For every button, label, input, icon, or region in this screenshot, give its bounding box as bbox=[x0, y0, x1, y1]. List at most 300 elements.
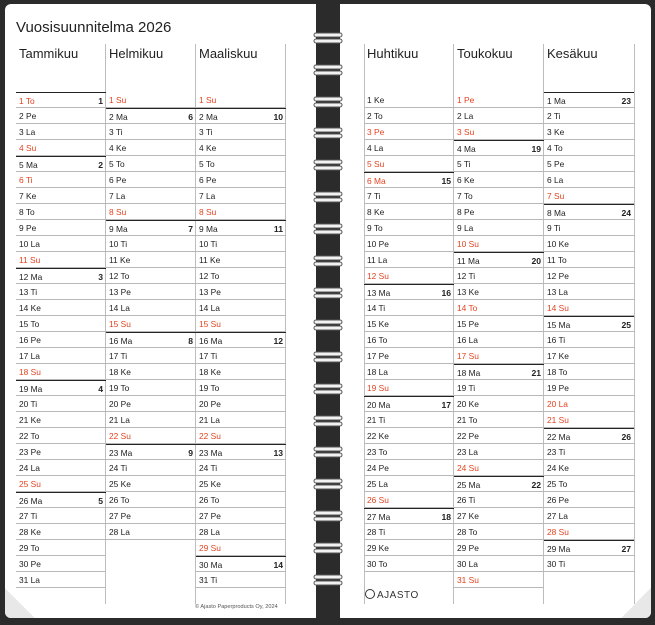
day-label: 2 Ma bbox=[109, 112, 128, 122]
day-row[interactable] bbox=[364, 492, 454, 508]
day-row[interactable] bbox=[544, 524, 634, 540]
day-row[interactable] bbox=[454, 284, 544, 300]
week-number: 5 bbox=[98, 496, 103, 506]
day-label: 13 Pe bbox=[199, 287, 221, 297]
day-row[interactable] bbox=[16, 460, 106, 476]
day-row[interactable] bbox=[454, 156, 544, 172]
day-row[interactable] bbox=[454, 540, 544, 556]
spiral-ring bbox=[313, 287, 343, 299]
day-row[interactable] bbox=[544, 492, 634, 508]
day-row[interactable] bbox=[196, 460, 286, 476]
week-number: 7 bbox=[188, 224, 193, 234]
day-label: 4 Ma bbox=[457, 144, 476, 154]
day-row[interactable] bbox=[364, 364, 454, 380]
day-row[interactable] bbox=[364, 428, 454, 444]
day-label: 9 La bbox=[457, 223, 474, 233]
day-row[interactable] bbox=[364, 444, 454, 460]
day-row[interactable] bbox=[16, 332, 106, 348]
day-label: 7 Ke bbox=[19, 191, 37, 201]
day-row[interactable] bbox=[106, 316, 196, 332]
ajasto-logo-icon bbox=[365, 589, 375, 599]
day-row[interactable] bbox=[544, 396, 634, 412]
day-row[interactable] bbox=[364, 252, 454, 268]
day-label: 13 Pe bbox=[109, 287, 131, 297]
week-number: 14 bbox=[273, 560, 283, 570]
day-label: 8 To bbox=[19, 207, 35, 217]
day-label: 18 To bbox=[547, 367, 568, 377]
day-label: 27 Ke bbox=[457, 511, 479, 521]
day-row[interactable] bbox=[196, 332, 286, 348]
day-row[interactable] bbox=[106, 156, 196, 172]
day-row[interactable] bbox=[364, 108, 454, 124]
day-row[interactable] bbox=[106, 524, 196, 540]
day-label: 8 Ma bbox=[547, 208, 566, 218]
day-row[interactable] bbox=[106, 204, 196, 220]
day-label: 4 La bbox=[367, 143, 384, 153]
day-row[interactable] bbox=[196, 124, 286, 140]
week-number: 27 bbox=[621, 544, 631, 554]
day-row[interactable] bbox=[196, 284, 286, 300]
day-row[interactable] bbox=[544, 348, 634, 364]
day-row[interactable] bbox=[454, 332, 544, 348]
day-row[interactable] bbox=[454, 460, 544, 476]
day-row[interactable] bbox=[16, 444, 106, 460]
day-row[interactable] bbox=[454, 108, 544, 124]
day-row[interactable] bbox=[544, 252, 634, 268]
day-row[interactable] bbox=[106, 428, 196, 444]
day-label: 5 Su bbox=[367, 159, 385, 169]
day-row[interactable] bbox=[454, 524, 544, 540]
day-label: 26 Ma bbox=[19, 496, 43, 506]
day-row[interactable] bbox=[544, 268, 634, 284]
day-row[interactable] bbox=[196, 556, 286, 572]
day-row[interactable] bbox=[106, 396, 196, 412]
day-row[interactable] bbox=[196, 140, 286, 156]
spiral-ring bbox=[313, 159, 343, 171]
day-row[interactable] bbox=[196, 252, 286, 268]
day-row[interactable] bbox=[364, 124, 454, 140]
day-row[interactable] bbox=[454, 316, 544, 332]
day-label: 10 Ti bbox=[199, 239, 218, 249]
spiral-ring bbox=[313, 127, 343, 139]
day-label: 12 Ma bbox=[19, 272, 43, 282]
day-label: 28 To bbox=[457, 527, 478, 537]
day-row[interactable] bbox=[454, 124, 544, 140]
day-label: 29 To bbox=[19, 543, 40, 553]
day-row[interactable] bbox=[196, 572, 286, 588]
day-row[interactable] bbox=[106, 252, 196, 268]
day-label: 14 To bbox=[457, 303, 478, 313]
day-row[interactable] bbox=[106, 364, 196, 380]
day-row[interactable] bbox=[544, 476, 634, 492]
week-number: 21 bbox=[531, 368, 541, 378]
week-number: 8 bbox=[188, 336, 193, 346]
day-label: 23 To bbox=[367, 447, 388, 457]
day-row[interactable] bbox=[196, 268, 286, 284]
day-row[interactable] bbox=[544, 364, 634, 380]
day-row[interactable] bbox=[454, 556, 544, 572]
day-row[interactable] bbox=[106, 220, 196, 236]
day-row[interactable] bbox=[16, 284, 106, 300]
day-label: 26 To bbox=[199, 495, 220, 505]
day-row[interactable] bbox=[16, 428, 106, 444]
day-row[interactable] bbox=[544, 300, 634, 316]
day-row[interactable] bbox=[364, 220, 454, 236]
month-name: Toukokuu bbox=[457, 46, 513, 61]
day-label: 6 La bbox=[547, 175, 564, 185]
day-row[interactable] bbox=[16, 556, 106, 572]
day-row[interactable] bbox=[16, 156, 106, 172]
week-number: 3 bbox=[98, 272, 103, 282]
day-row[interactable] bbox=[196, 508, 286, 524]
day-label: 10 Su bbox=[457, 239, 479, 249]
day-row[interactable] bbox=[196, 380, 286, 396]
day-row[interactable] bbox=[364, 348, 454, 364]
day-label: 24 Pe bbox=[367, 463, 389, 473]
day-label: 10 Ke bbox=[547, 239, 569, 249]
day-label: 25 La bbox=[367, 479, 388, 489]
week-number: 15 bbox=[441, 176, 451, 186]
day-row[interactable] bbox=[196, 412, 286, 428]
day-row[interactable] bbox=[364, 156, 454, 172]
day-row[interactable] bbox=[196, 348, 286, 364]
day-label: 29 Su bbox=[199, 543, 221, 553]
day-row[interactable] bbox=[544, 108, 634, 124]
day-label: 3 Ti bbox=[199, 127, 213, 137]
day-row[interactable] bbox=[364, 412, 454, 428]
day-label: 7 Ti bbox=[367, 191, 381, 201]
day-row[interactable] bbox=[196, 428, 286, 444]
spiral-ring bbox=[313, 415, 343, 427]
day-row[interactable] bbox=[544, 412, 634, 428]
day-label: 15 To bbox=[19, 319, 40, 329]
day-label: 30 La bbox=[457, 559, 478, 569]
day-row[interactable] bbox=[106, 140, 196, 156]
day-row[interactable] bbox=[364, 204, 454, 220]
day-row[interactable] bbox=[454, 172, 544, 188]
day-row[interactable] bbox=[196, 156, 286, 172]
day-row[interactable] bbox=[196, 108, 286, 124]
day-label: 19 To bbox=[109, 383, 130, 393]
day-row[interactable] bbox=[16, 204, 106, 220]
day-row[interactable] bbox=[196, 172, 286, 188]
day-row[interactable] bbox=[16, 540, 106, 556]
week-number: 6 bbox=[188, 112, 193, 122]
day-label: 9 Ma bbox=[109, 224, 128, 234]
day-label: 8 Su bbox=[199, 207, 217, 217]
day-row[interactable] bbox=[106, 92, 196, 108]
day-row[interactable] bbox=[106, 188, 196, 204]
day-label: 20 Ti bbox=[19, 399, 38, 409]
day-row[interactable] bbox=[106, 412, 196, 428]
week-number: 10 bbox=[273, 112, 283, 122]
day-row[interactable] bbox=[454, 140, 544, 156]
day-row[interactable] bbox=[196, 492, 286, 508]
day-label: 9 To bbox=[367, 223, 383, 233]
day-label: 21 Su bbox=[547, 415, 569, 425]
day-row[interactable] bbox=[196, 300, 286, 316]
day-row[interactable] bbox=[454, 220, 544, 236]
day-row[interactable] bbox=[364, 188, 454, 204]
day-label: 3 Ke bbox=[547, 127, 565, 137]
week-number: 20 bbox=[531, 256, 541, 266]
day-row[interactable] bbox=[454, 268, 544, 284]
day-label: 14 Ti bbox=[367, 303, 386, 313]
day-row[interactable] bbox=[544, 124, 634, 140]
day-row[interactable] bbox=[16, 236, 106, 252]
day-label: 3 Ti bbox=[109, 127, 123, 137]
day-row[interactable] bbox=[364, 556, 454, 572]
day-row[interactable] bbox=[364, 380, 454, 396]
day-label: 12 Pe bbox=[547, 271, 569, 281]
day-row[interactable] bbox=[16, 412, 106, 428]
day-row[interactable] bbox=[454, 476, 544, 492]
day-row[interactable] bbox=[196, 220, 286, 236]
day-label: 3 Su bbox=[457, 127, 475, 137]
day-row[interactable] bbox=[544, 428, 634, 444]
day-label: 12 Ti bbox=[457, 271, 476, 281]
week-number: 16 bbox=[441, 288, 451, 298]
day-label: 17 La bbox=[19, 351, 40, 361]
day-row[interactable] bbox=[16, 188, 106, 204]
day-row[interactable] bbox=[16, 220, 106, 236]
day-label: 29 Ma bbox=[547, 544, 571, 554]
day-label: 5 To bbox=[199, 159, 215, 169]
day-row[interactable] bbox=[454, 492, 544, 508]
day-row[interactable] bbox=[16, 476, 106, 492]
day-row[interactable] bbox=[16, 572, 106, 588]
day-row[interactable] bbox=[544, 92, 634, 108]
day-row[interactable] bbox=[106, 284, 196, 300]
day-row[interactable] bbox=[16, 300, 106, 316]
day-row[interactable] bbox=[454, 236, 544, 252]
day-label: 27 La bbox=[547, 511, 568, 521]
day-row[interactable] bbox=[364, 332, 454, 348]
day-row[interactable] bbox=[196, 396, 286, 412]
day-row[interactable] bbox=[196, 236, 286, 252]
day-row[interactable] bbox=[364, 476, 454, 492]
day-row[interactable] bbox=[106, 460, 196, 476]
day-row[interactable] bbox=[364, 396, 454, 412]
day-row[interactable] bbox=[16, 380, 106, 396]
day-row[interactable] bbox=[106, 108, 196, 124]
day-row[interactable] bbox=[364, 508, 454, 524]
day-row[interactable] bbox=[544, 156, 634, 172]
day-row[interactable] bbox=[454, 380, 544, 396]
day-label: 25 Su bbox=[19, 479, 41, 489]
day-row[interactable] bbox=[454, 300, 544, 316]
day-row[interactable] bbox=[106, 172, 196, 188]
day-label: 6 Ti bbox=[19, 175, 33, 185]
right-page bbox=[340, 4, 651, 618]
day-row[interactable] bbox=[544, 188, 634, 204]
day-row[interactable] bbox=[16, 108, 106, 124]
day-row[interactable] bbox=[364, 300, 454, 316]
day-row[interactable] bbox=[196, 364, 286, 380]
page-corner bbox=[5, 588, 35, 618]
day-row[interactable] bbox=[196, 204, 286, 220]
day-row[interactable] bbox=[16, 252, 106, 268]
week-number: 13 bbox=[273, 448, 283, 458]
day-label: 27 Ma bbox=[367, 512, 391, 522]
day-row[interactable] bbox=[16, 396, 106, 412]
day-label: 29 Pe bbox=[457, 543, 479, 553]
day-label: 13 Ke bbox=[457, 287, 479, 297]
day-label: 22 Ke bbox=[367, 431, 389, 441]
spiral-ring bbox=[313, 574, 343, 586]
day-label: 11 Su bbox=[19, 255, 41, 265]
day-label: 14 La bbox=[199, 303, 220, 313]
spiral-ring bbox=[313, 319, 343, 331]
day-label: 24 Ti bbox=[199, 463, 218, 473]
day-label: 22 To bbox=[19, 431, 40, 441]
day-label: 11 Ma bbox=[457, 256, 480, 266]
day-label: 15 Su bbox=[199, 319, 221, 329]
day-row[interactable] bbox=[106, 492, 196, 508]
day-row[interactable] bbox=[106, 444, 196, 460]
day-label: 31 Ti bbox=[199, 575, 218, 585]
day-label: 24 La bbox=[19, 463, 40, 473]
day-row[interactable] bbox=[16, 316, 106, 332]
day-label: 6 Pe bbox=[109, 175, 127, 185]
day-row[interactable] bbox=[16, 172, 106, 188]
day-row[interactable] bbox=[454, 428, 544, 444]
day-row[interactable] bbox=[454, 412, 544, 428]
day-label: 26 Pe bbox=[547, 495, 569, 505]
day-row[interactable] bbox=[196, 540, 286, 556]
spiral-ring bbox=[313, 383, 343, 395]
day-label: 25 To bbox=[547, 479, 568, 489]
day-row[interactable] bbox=[364, 172, 454, 188]
day-row[interactable] bbox=[454, 92, 544, 108]
day-row[interactable] bbox=[196, 524, 286, 540]
day-label: 30 Ma bbox=[199, 560, 223, 570]
month-column bbox=[364, 44, 454, 572]
day-label: 19 Pe bbox=[547, 383, 569, 393]
day-row[interactable] bbox=[544, 284, 634, 300]
day-row[interactable] bbox=[16, 268, 106, 284]
day-row[interactable] bbox=[544, 444, 634, 460]
day-row[interactable] bbox=[454, 396, 544, 412]
day-row[interactable] bbox=[16, 492, 106, 508]
month-name: Maaliskuu bbox=[199, 46, 258, 61]
day-row[interactable] bbox=[544, 220, 634, 236]
day-row[interactable] bbox=[364, 92, 454, 108]
day-row[interactable] bbox=[454, 508, 544, 524]
day-label: 1 Ke bbox=[367, 95, 385, 105]
day-row[interactable] bbox=[544, 540, 634, 556]
day-row[interactable] bbox=[364, 316, 454, 332]
day-row[interactable] bbox=[454, 252, 544, 268]
day-row[interactable] bbox=[364, 284, 454, 300]
day-label: 29 Ke bbox=[367, 543, 389, 553]
day-label: 26 Ti bbox=[457, 495, 476, 505]
day-row[interactable] bbox=[196, 92, 286, 108]
day-row[interactable] bbox=[544, 140, 634, 156]
day-row[interactable] bbox=[16, 140, 106, 156]
day-row[interactable] bbox=[106, 508, 196, 524]
day-row[interactable] bbox=[454, 364, 544, 380]
day-row[interactable] bbox=[16, 524, 106, 540]
spiral-ring bbox=[313, 542, 343, 554]
day-label: 18 Ke bbox=[199, 367, 221, 377]
day-row[interactable] bbox=[106, 124, 196, 140]
day-label: 13 Ma bbox=[367, 288, 391, 298]
day-row[interactable] bbox=[106, 476, 196, 492]
month-name: Helmikuu bbox=[109, 46, 164, 61]
day-row[interactable] bbox=[16, 364, 106, 380]
day-row[interactable] bbox=[544, 204, 634, 220]
day-row[interactable] bbox=[106, 268, 196, 284]
day-label: 27 Pe bbox=[199, 511, 221, 521]
day-row[interactable] bbox=[364, 540, 454, 556]
day-row[interactable] bbox=[106, 348, 196, 364]
day-row[interactable] bbox=[196, 476, 286, 492]
day-label: 23 Ma bbox=[199, 448, 223, 458]
day-row[interactable] bbox=[196, 444, 286, 460]
day-row[interactable] bbox=[16, 508, 106, 524]
day-label: 22 Ma bbox=[547, 432, 571, 442]
day-label: 12 To bbox=[109, 271, 130, 281]
day-row[interactable] bbox=[544, 316, 634, 332]
day-row[interactable] bbox=[196, 188, 286, 204]
day-row[interactable] bbox=[106, 332, 196, 348]
day-row[interactable] bbox=[106, 236, 196, 252]
day-label: 10 La bbox=[19, 239, 40, 249]
day-row[interactable] bbox=[454, 188, 544, 204]
day-row[interactable] bbox=[544, 236, 634, 252]
day-row[interactable] bbox=[16, 348, 106, 364]
day-label: 17 Ti bbox=[109, 351, 128, 361]
day-label: 2 Ma bbox=[199, 112, 218, 122]
day-row[interactable] bbox=[454, 348, 544, 364]
day-label: 6 Ke bbox=[457, 175, 475, 185]
day-row[interactable] bbox=[16, 92, 106, 108]
week-number: 22 bbox=[531, 480, 541, 490]
day-row[interactable] bbox=[196, 316, 286, 332]
day-row[interactable] bbox=[364, 268, 454, 284]
day-label: 4 Ke bbox=[109, 143, 127, 153]
day-label: 22 Su bbox=[109, 431, 131, 441]
day-row[interactable] bbox=[544, 332, 634, 348]
day-label: 28 Ke bbox=[19, 527, 41, 537]
day-row[interactable] bbox=[364, 460, 454, 476]
day-row[interactable] bbox=[544, 460, 634, 476]
day-row[interactable] bbox=[454, 572, 544, 588]
day-row[interactable] bbox=[16, 124, 106, 140]
spiral-ring bbox=[313, 255, 343, 267]
day-row[interactable] bbox=[544, 172, 634, 188]
day-label: 5 Ma bbox=[19, 160, 38, 170]
day-row[interactable] bbox=[364, 140, 454, 156]
day-row[interactable] bbox=[544, 380, 634, 396]
day-row[interactable] bbox=[364, 236, 454, 252]
day-label: 3 Pe bbox=[367, 127, 385, 137]
day-label: 12 Su bbox=[367, 271, 389, 281]
day-row[interactable] bbox=[454, 204, 544, 220]
day-row[interactable] bbox=[544, 508, 634, 524]
day-label: 26 To bbox=[109, 495, 130, 505]
day-row[interactable] bbox=[544, 556, 634, 572]
day-row[interactable] bbox=[106, 380, 196, 396]
day-row[interactable] bbox=[106, 300, 196, 316]
spiral-ring bbox=[313, 351, 343, 363]
day-label: 16 Ma bbox=[199, 336, 223, 346]
day-row[interactable] bbox=[364, 524, 454, 540]
spiral-ring bbox=[313, 96, 343, 108]
day-row[interactable] bbox=[454, 444, 544, 460]
day-label: 11 Ke bbox=[199, 255, 221, 265]
